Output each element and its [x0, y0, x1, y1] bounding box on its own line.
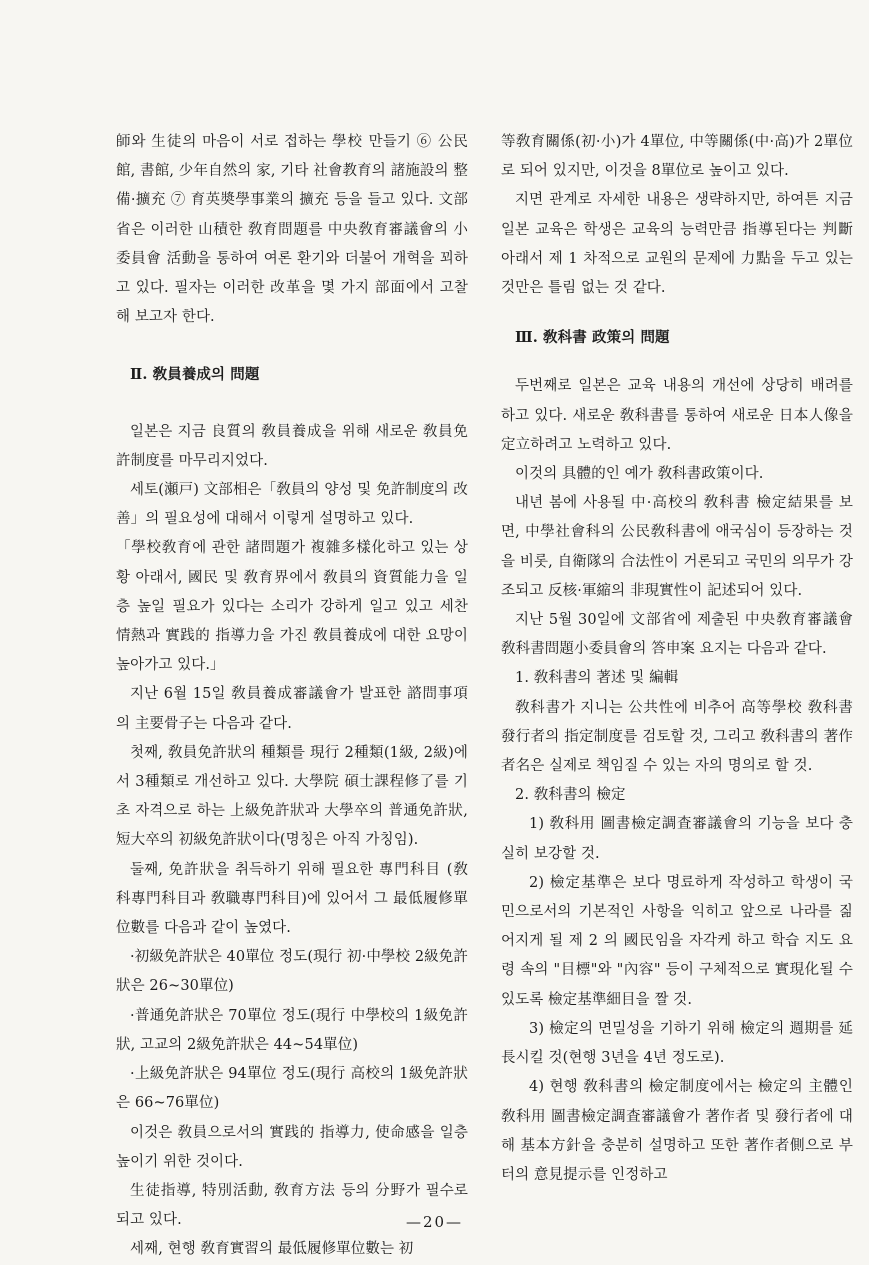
right-column	[501, 128, 853, 1190]
paragraph: 세째, 현행 敎育實習의 最低履修單位數는 初	[130, 1241, 414, 1258]
paragraph: 내년 봄에 사용될 中·高校의 敎科書 檢定結果를 보면, 中學社會科의 公民敎科書에 애국심이 등장하는 것을 비롯, 自衛隊의 合法性이 거론되고 국민의 의무가 강조되고 反核·軍縮의 非現實性이 記述되어 있다.	[501, 495, 853, 599]
paragraph: 敎科書가 지니는 公共性에 비추어 高等學校 敎科書 發行者의 指定制度를 검토할 것, 그리고 敎科書의 著作者名은 실제로 책임질 수 있는 자의 명의로 할 것.	[501, 699, 853, 775]
paragraph: 일본은 지금 良質의 敎員養成을 위해 새로운 敎員免許制度를 마무리지었다.	[116, 423, 468, 469]
subsection-title: 2. 敎科書의 檢定	[515, 787, 626, 804]
list-item: 2) 檢定基準은 보다 명료하게 작성하고 학생이 국민으로서의 기본적인 사항을 익히고 앞으로 나라를 짊어지게 될 제 2 의 國民임을 자각케 하고 학습 지도 요령 속의 "目標"와 "內容" 등이 구체적으로 實現化될 수 있도록 檢定基準細目을 짤 것.	[501, 874, 853, 1008]
page-number: —20—	[405, 1213, 464, 1231]
left-column	[116, 128, 468, 1265]
paragraph: 첫째, 敎員免許狀의 種類를 現行 2種類(1級, 2級)에서 3種類로 개선하고 있다. 大學院 碩士課程修了를 기초 자격으로 하는 上級免許狀과 大學卒의 普通免許狀, 短大卒의 初級免許狀이다(명칭은 아직 가칭임).	[116, 744, 468, 849]
bullet-item: ·普通免許狀은 70單位 정도(現行 中學校의 1級免許狀, 고교의 2級免許狀은 44~54單位)	[116, 1007, 468, 1053]
paragraph: 두번째로 일본은 교육 내용의 개선에 상당히 배려를 하고 있다. 새로운 敎科書를 통하여 새로운 日本人像을 定立하려고 노력하고 있다.	[501, 378, 853, 453]
section-heading-2: Ⅱ. 敎員養成의 問題	[130, 366, 260, 384]
quote-paragraph: 「學校敎育에 관한 諸問題가 複雜多樣化하고 있는 상황 아래서, 國民 및 敎育界에서 敎員의 資質能力을 일층 높일 필요가 있다는 소리가 강하게 일고 있고 세찬 情熱과 實践的 指導力을 가진 敎員養成에 대한 요망이 높아가고 있다.」	[116, 540, 468, 674]
bullet-item: ·上級免許狀은 94單位 정도(現行 高校의 1級免許狀은 66~76單位)	[116, 1066, 468, 1112]
list-item: 3) 檢定의 면밀성을 기하기 위해 檢定의 週期를 延長시킬 것(현행 3년을 4년 정도로).	[501, 1020, 853, 1067]
list-item: 1) 敎科用 圖書檢定調査審議會의 기능을 보다 충실히 보강할 것.	[501, 816, 853, 862]
paragraph: 이것의 具體的인 예가 敎科書政策이다.	[515, 466, 764, 483]
paragraph: 지난 6월 15일 敎員養成審議會가 발표한 諮問事項의 主要骨子는 다음과 같다.	[116, 686, 468, 732]
bullet-item: ·初級免許狀은 40單位 정도(現行 初·中學校 2級免許狀은 26~30單位)	[116, 949, 468, 995]
paragraph: 지면 관계로 자세한 내용은 생략하지만, 하여튼 지금 일본 교육은 학생은 교육의 능력만큼 指導된다는 判斷 아래서 제 1 차적으로 교원의 문제에 力點을 두고 있는 것만은 틀림 없는 것 같다.	[501, 192, 853, 297]
paragraph: 이것은 敎員으로서의 實践的 指導力, 使命感을 일층 높이기 위한 것이다.	[116, 1124, 468, 1170]
list-item: 4) 현행 敎科書의 檢定制度에서는 檢定의 主體인 敎科用 圖書檢定調査審議會가 著作者 및 發行者에 대해 基本方針을 충분히 설명하고 또한 著作者側으로 부터의 意見提示를 인정하고	[501, 1079, 853, 1183]
paragraph: 等敎育關係(初·小)가 4單位, 中等關係(中·高)가 2單位로 되어 있지만, 이것을 8單位로 높이고 있다.	[501, 134, 853, 180]
paragraph: 둘째, 免許狀을 취득하기 위해 필요한 專門科目 (敎科專門科目과 敎職專門科目)에 있어서 그 最低履修單位數를 다음과 같이 높였다.	[116, 861, 468, 937]
section-heading-3: Ⅲ. 敎科書 政策의 問題	[515, 329, 670, 347]
paragraph: 生徒指導, 特別活動, 敎育方法 등의 分野가 필수로 되고 있다.	[116, 1182, 468, 1229]
paragraph: 세토(瀬戸) 文部相은「敎員의 양성 및 免許制度의 改善」의 필요성에 대해서 이렇게 설명하고 있다.	[116, 482, 468, 528]
paragraph: 지난 5월 30일에 文部省에 제출된 中央敎育審議會 敎科書問題小委員會의 答申案 요지는 다음과 같다.	[501, 612, 853, 658]
subsection-title: 1. 敎科書의 著述 및 編輯	[515, 670, 679, 687]
paragraph: 師와 生徒의 마음이 서로 접하는 學校 만들기 ⑥ 公民館, 書館, 少年自然의 家, 기타 社會教育의 諸施設의 整備·擴充 ⑦ 育英奬學事業의 擴充 등을 들고 있다. 文部省은 이러한 山積한 敎育問題를 中央敎育審議會의 小委員會 活動을 통하여 여론 환기와 더불어 개혁을 꾀하고 있다. 필자는 이러한 改革을 몇 가지 部面에서 고찰해 보고자 한다.	[116, 134, 468, 326]
